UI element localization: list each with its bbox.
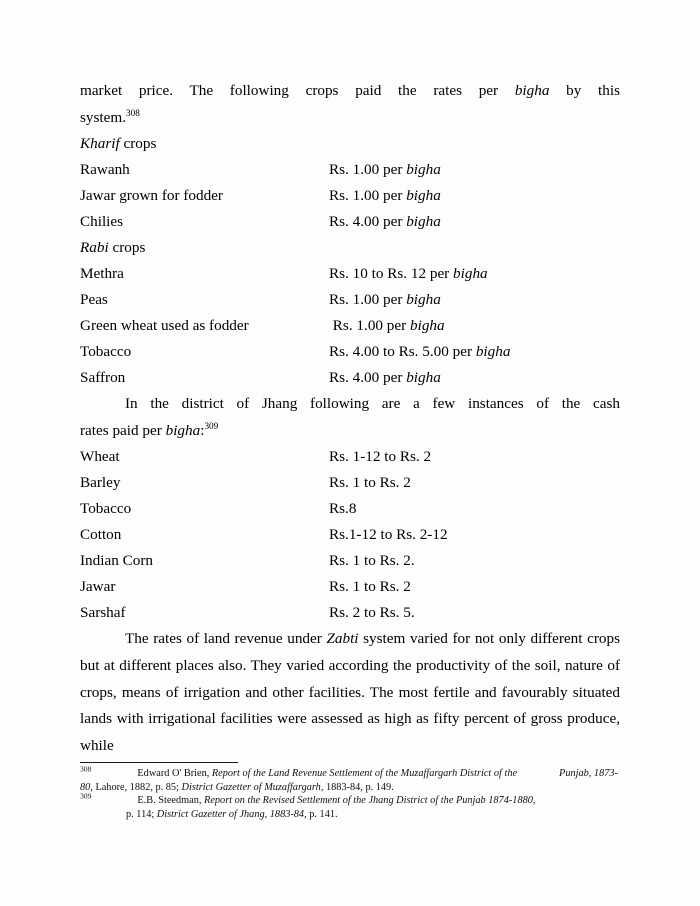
rabi-crop-list — [80, 261, 620, 391]
jhang-rates-label: rates paid per — [80, 421, 166, 439]
kharif-crop-list — [80, 157, 620, 235]
footnote-comma: , — [532, 795, 536, 807]
crop-rate-unit: bigha — [406, 161, 441, 179]
page-content — [80, 78, 620, 759]
paragraph-text-after-italic: by this — [549, 82, 621, 99]
crop-rate-unit: bigha — [410, 317, 445, 335]
jhang-colon: : — [200, 421, 205, 439]
footnote-page: p. 114; — [126, 808, 157, 820]
zabti-part1: The rates of land revenue under — [125, 630, 327, 648]
crop-name: Green wheat used as fodder — [80, 317, 249, 335]
kharif-heading-rest: crops — [119, 135, 157, 153]
list-item — [80, 157, 620, 183]
list-item — [80, 522, 620, 548]
crop-rate-text: Rs. 1.00 per — [329, 161, 407, 179]
paragraph-market-price — [80, 78, 620, 105]
footnote-title-part1: Report of the Land Revenue Settlement of the Muzaffargarh District of the — [211, 768, 518, 779]
jhang-rates-list — [80, 444, 620, 626]
crop-rate — [329, 261, 620, 287]
zabti-part2: system varied for not only different crops but at different places also. They varied according the productivity of the soil, nature of crops, means of irrigation and other facilities. The most fertile and favourably situated lands with irrigational facilities were assessed as high as fifty percent of gross produce, while — [80, 630, 620, 754]
footnote-308 — [80, 764, 625, 794]
footnote-title: Report on the Revised Settlement of the Jhang District of the Punjab 1874-1880 — [204, 795, 533, 807]
crop-name: Rawanh — [80, 161, 130, 179]
crop-name: Wheat — [80, 448, 120, 466]
footnote-author: E.B. Steedman, — [137, 795, 205, 807]
crop-name: Barley — [80, 474, 121, 492]
footnote-gazetter-page: , p. 141. — [304, 808, 338, 820]
list-item — [80, 470, 620, 496]
crop-name: Jawar grown for fodder — [80, 187, 223, 205]
kharif-crops-heading — [80, 131, 620, 157]
paragraph-zabti-rates — [80, 626, 620, 759]
crop-name: Peas — [80, 291, 108, 309]
crop-rate — [329, 183, 620, 209]
list-item — [80, 444, 620, 470]
crop-rate-text: Rs. 4.00 to Rs. 5.00 per — [329, 343, 476, 361]
crop-rate: Rs. 1 to Rs. 2 — [329, 578, 411, 596]
crop-name: Chilies — [80, 213, 124, 231]
crop-rate — [329, 365, 620, 391]
italic-term-bigha: bigha — [165, 421, 201, 439]
list-item — [80, 261, 620, 287]
crop-rate: Rs. 1-12 to Rs. 2 — [329, 448, 432, 466]
list-item — [80, 183, 620, 209]
crop-rate-unit: bigha — [406, 187, 441, 205]
footnote-number: 309 — [80, 791, 92, 801]
crop-rate — [329, 209, 620, 235]
footnote-number: 308 — [80, 764, 92, 774]
paragraph-system-line — [80, 105, 620, 132]
footnote-gazetter-title: District Gazetter of Jhang, 1883-84 — [156, 808, 305, 820]
crop-name: Methra — [80, 265, 124, 283]
crop-name: Tobacco — [80, 500, 132, 518]
list-item — [80, 548, 620, 574]
footnote-title-part2: Punjab, 1873-80 — [80, 768, 618, 793]
list-item — [80, 339, 620, 365]
crop-rate-text: Rs. 1.00 per — [329, 187, 407, 205]
crop-rate-text: Rs. 4.00 per — [329, 213, 407, 231]
list-item — [80, 574, 620, 600]
kharif-italic-label: Kharif — [80, 135, 120, 153]
crop-rate — [329, 287, 620, 313]
list-item — [80, 600, 620, 626]
crop-rate — [329, 339, 620, 365]
footnote-marker-309[interactable]: 309 — [204, 420, 219, 431]
paragraph-text-before-italic: market price. The following crops paid the rates per — [80, 82, 515, 99]
crop-rate — [329, 157, 620, 183]
crop-name: Tobacco — [80, 343, 132, 361]
crop-rate-unit: bigha — [475, 343, 511, 361]
crop-rate: Rs.1-12 to Rs. 2-12 — [329, 526, 448, 544]
crop-rate-text: Rs. 4.00 per — [329, 369, 407, 387]
crop-rate: Rs. 1 to Rs. 2 — [329, 474, 411, 492]
rabi-crops-heading — [80, 235, 620, 261]
crop-name: Sarshaf — [80, 604, 126, 622]
crop-name: Saffron — [80, 369, 126, 387]
crop-rate-text: Rs. 10 to Rs. 12 per — [329, 265, 454, 283]
list-item — [80, 313, 620, 339]
crop-rate: Rs.8 — [329, 500, 357, 518]
crop-rate-text: Rs. 1.00 per — [329, 317, 410, 335]
footnote-gazetter-title: District Gazetter of Muzaffargarh — [181, 781, 321, 793]
crop-rate: Rs. 1 to Rs. 2. — [329, 552, 415, 570]
footnote-section — [80, 762, 625, 821]
crop-name: Indian Corn — [80, 552, 153, 570]
list-item — [80, 287, 620, 313]
rabi-heading-rest: crops — [108, 239, 146, 257]
crop-rate-unit: bigha — [406, 213, 441, 231]
footnote-publication: , Lahore, 1882, p. 85; — [90, 781, 182, 793]
footnote-309 — [80, 791, 625, 821]
system-word: system. — [80, 108, 126, 126]
crop-rate-unit: bigha — [406, 291, 441, 309]
paragraph-jhang-intro-line2 — [80, 418, 620, 445]
list-item — [80, 365, 620, 391]
list-item — [80, 209, 620, 235]
italic-term-bigha: bigha — [514, 82, 550, 99]
crop-rate: Rs. 2 to Rs. 5. — [329, 604, 415, 622]
crop-rate-unit: bigha — [406, 369, 441, 387]
list-item — [80, 496, 620, 522]
footnote-gazetter-page: , 1883-84, p. 149. — [320, 781, 394, 793]
crop-name: Jawar — [80, 578, 116, 596]
crop-rate-unit: bigha — [453, 265, 488, 283]
paragraph-jhang-intro-line1 — [80, 391, 620, 418]
italic-term-zabti: Zabti — [326, 630, 359, 648]
crop-rate-text: Rs. 1.00 per — [329, 291, 407, 309]
footnote-author: Edward O' Brien, — [137, 768, 212, 779]
crop-name: Cotton — [80, 526, 122, 544]
crop-rate — [329, 313, 620, 339]
jhang-intro-text: In the district of Jhang following are a few instances of the cash — [125, 395, 620, 413]
rabi-italic-label: Rabi — [80, 239, 109, 257]
footnote-separator-rule — [80, 762, 238, 763]
footnote-marker-308[interactable]: 308 — [126, 107, 140, 118]
